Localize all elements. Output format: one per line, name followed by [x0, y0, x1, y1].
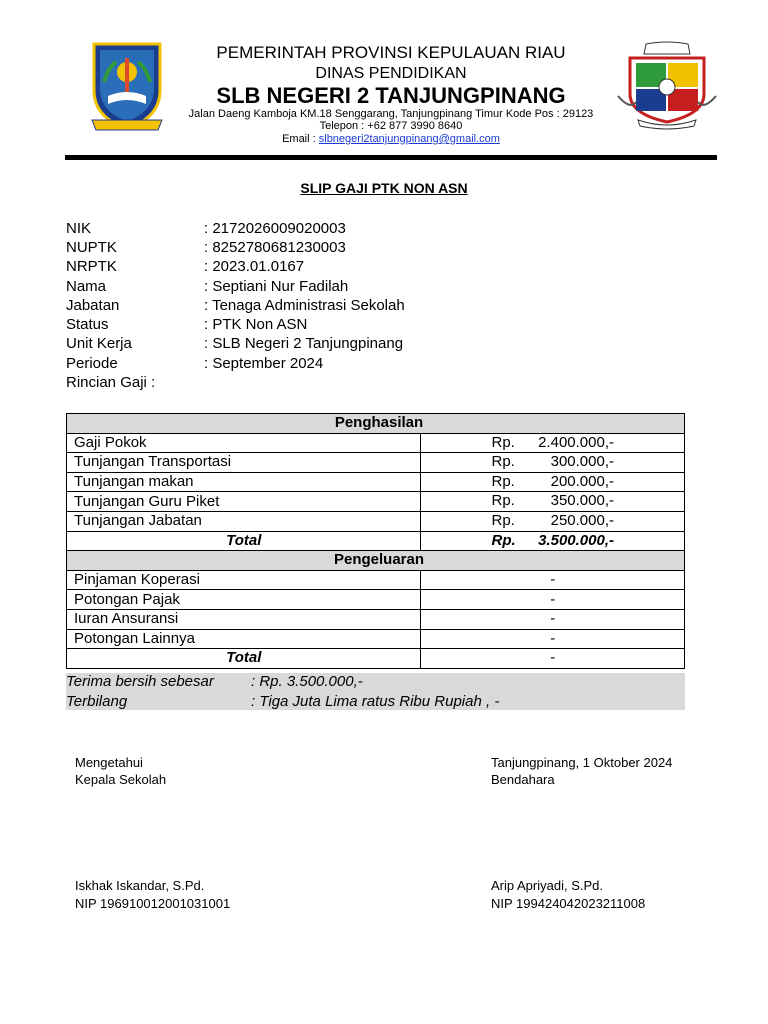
income-amount-cell	[421, 453, 685, 473]
header-phone: Telepon : +62 877 3990 8640	[319, 120, 463, 132]
expense-total-label: Total	[67, 649, 421, 669]
currency-label: Rp.	[491, 433, 515, 451]
info-label-nik: NIK	[66, 220, 92, 237]
expense-total-amount: -	[421, 649, 685, 669]
income-heading-row	[67, 414, 685, 434]
sig-right-date: Tanjungpinang, 1 Oktober 2024	[491, 755, 673, 770]
expense-heading: Pengeluaran	[67, 551, 685, 571]
expense-amount: -	[421, 629, 685, 649]
table-row	[67, 472, 685, 492]
net-pay-block	[66, 673, 685, 710]
info-value-jabatan: : Tenaga Administrasi Sekolah	[204, 297, 405, 314]
income-amount-cell	[421, 492, 685, 512]
table-row	[67, 570, 685, 590]
info-label-nrptk: NRPTK	[66, 258, 117, 275]
income-label: Tunjangan Jabatan	[67, 511, 421, 531]
income-amount: 350.000,-	[550, 492, 614, 510]
header-address: Jalan Daeng Kamboja KM.18 Senggarang, Tanjungpinang Timur Kode Pos : 29123	[188, 108, 594, 120]
income-total-row	[67, 531, 685, 551]
sig-right-title: Bendahara	[491, 772, 555, 787]
table-row	[67, 433, 685, 453]
income-label: Tunjangan makan	[67, 472, 421, 492]
table-row	[67, 609, 685, 629]
expense-label: Pinjaman Koperasi	[67, 570, 421, 590]
info-value-status: : PTK Non ASN	[204, 316, 308, 333]
expense-label: Iuran Ansuransi	[67, 609, 421, 629]
sig-right-name: Arip Apriyadi, S.Pd.	[491, 878, 603, 893]
header-government: PEMERINTAH PROVINSI KEPULAUAN RIAU	[216, 43, 566, 62]
expense-total-row	[67, 649, 685, 669]
salary-table	[66, 413, 685, 669]
expense-amount: -	[421, 570, 685, 590]
income-amount-cell	[421, 511, 685, 531]
currency-label: Rp.	[491, 492, 515, 510]
currency-label: Rp.	[491, 472, 515, 490]
sig-left-name: Iskhak Iskandar, S.Pd.	[75, 878, 205, 893]
info-label-periode: Periode	[66, 355, 118, 372]
sig-left-title: Kepala Sekolah	[75, 772, 167, 787]
school-emblem-logo	[616, 40, 718, 130]
income-amount-cell	[421, 472, 685, 492]
income-label: Tunjangan Guru Piket	[67, 492, 421, 512]
header-email-line	[160, 133, 622, 145]
info-label-nama: Nama	[66, 278, 107, 295]
income-amount: 300.000,-	[550, 453, 614, 471]
table-row	[67, 590, 685, 610]
header-divider	[65, 155, 717, 160]
income-amount: 200.000,-	[550, 472, 614, 490]
income-amount: 250.000,-	[550, 511, 614, 529]
amount-in-words-label: Terbilang	[66, 693, 128, 710]
income-total-label: Total	[67, 531, 421, 551]
sig-left-nip: NIP 196910012001031001	[75, 896, 231, 911]
rincian-gaji-label: Rincian Gaji :	[66, 374, 156, 391]
info-label-nuptk: NUPTK	[66, 239, 117, 256]
expense-label: Potongan Pajak	[67, 590, 421, 610]
currency-label: Rp.	[491, 453, 515, 471]
document-title: SLIP GAJI PTK NON ASN	[300, 180, 468, 196]
email-link[interactable]: slbnegeri2tanjungpinang@gmail.com	[318, 133, 500, 145]
info-value-unit-kerja: : SLB Negeri 2 Tanjungpinang	[204, 335, 404, 352]
info-value-nik: : 2172026009020003	[204, 220, 346, 237]
info-value-nuptk: : 8252780681230003	[204, 239, 346, 256]
province-crest-logo	[86, 38, 168, 134]
info-value-nrptk: : 2023.01.0167	[204, 258, 305, 275]
table-row	[67, 511, 685, 531]
expense-amount: -	[421, 590, 685, 610]
net-pay-value: : Rp. 3.500.000,-	[251, 673, 363, 690]
income-label: Gaji Pokok	[67, 433, 421, 453]
sig-left-line1: Mengetahui	[75, 755, 143, 770]
amount-in-words-value: : Tiga Juta Lima ratus Ribu Rupiah , -	[251, 693, 500, 710]
table-row	[67, 629, 685, 649]
table-row	[67, 492, 685, 512]
email-label: Email :	[282, 133, 319, 145]
income-amount: 2.400.000,-	[538, 433, 614, 451]
income-total-amount: 3.500.000,-	[538, 531, 614, 549]
info-label-jabatan: Jabatan	[66, 297, 120, 314]
net-pay-label: Terima bersih sebesar	[66, 673, 214, 690]
info-label-unit-kerja: Unit Kerja	[66, 335, 132, 352]
income-total-cell	[421, 531, 685, 551]
header-department: DINAS PENDIDIKAN	[315, 65, 467, 82]
income-heading: Penghasilan	[67, 414, 685, 434]
sig-right-nip: NIP 199424042023211008	[491, 896, 646, 911]
header-school-name: SLB NEGERI 2 TANJUNGPINANG	[216, 83, 566, 108]
income-label: Tunjangan Transportasi	[67, 453, 421, 473]
info-value-nama: : Septiani Nur Fadilah	[204, 278, 349, 295]
expense-amount: -	[421, 609, 685, 629]
currency-label: Rp.	[491, 511, 515, 529]
info-value-periode: : September 2024	[204, 355, 324, 372]
expense-heading-row	[67, 551, 685, 571]
table-row	[67, 453, 685, 473]
expense-label: Potongan Lainnya	[67, 629, 421, 649]
info-label-status: Status	[66, 316, 109, 333]
income-amount-cell	[421, 433, 685, 453]
total-currency-label: Rp.	[491, 531, 516, 549]
